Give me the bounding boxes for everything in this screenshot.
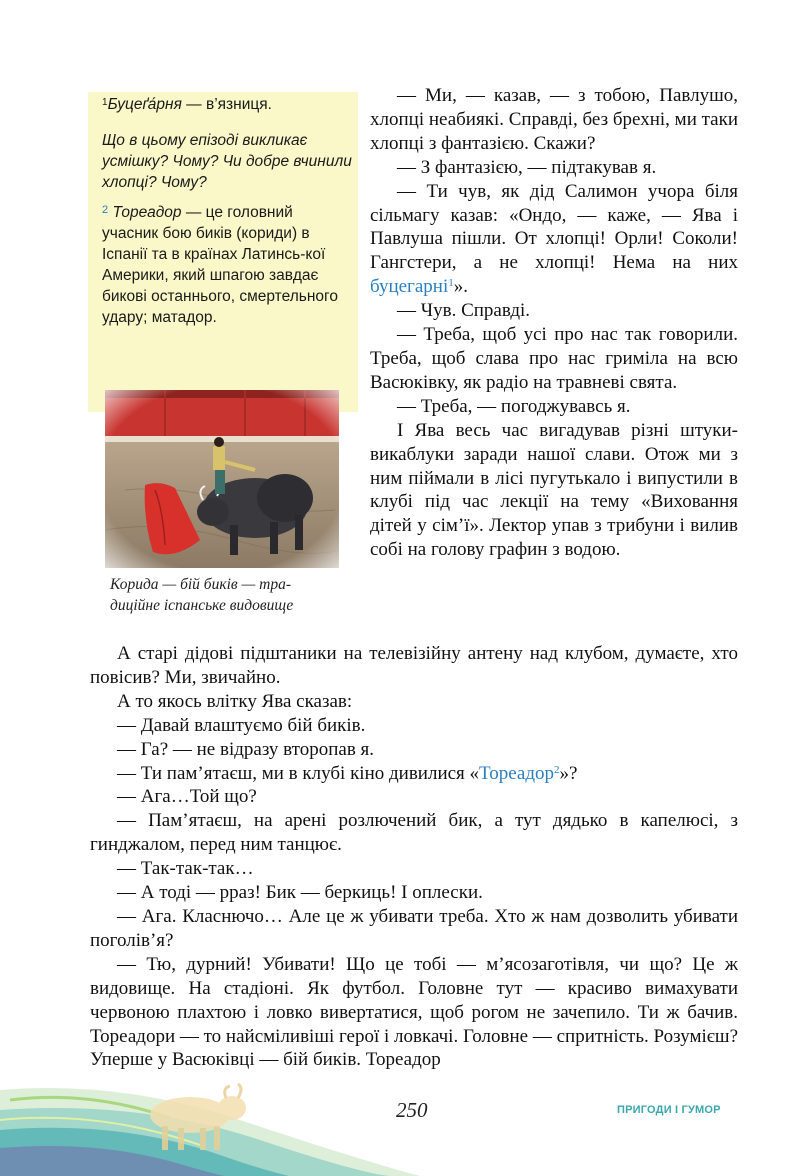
caption-line-2: диційне іспанське видовище [110,597,294,614]
page-number: 250 [396,1098,428,1122]
paragraph: — Давай влаштуємо бій биків. [117,714,366,736]
footnote-ref-2: 2 [554,763,560,776]
paragraph-text-end: »? [559,762,578,784]
photo-caption [110,574,342,616]
footnote-2 [102,202,352,328]
caption-line-1: Корида — бій биків — тра- [110,576,292,593]
paragraph: — Пам’ятаєш, на арені розлючений бик, а тут дядько в капелюсі, з гинджалом, перед ним танцює. [90,810,738,856]
paragraph-text: — Ти пам’ятаєш, ми в клубі кіно дивилися « [117,762,480,784]
paragraph: А старі дідові підштаники на телевізійну антену над клубом, думаєте, хто повісив? Ми, звичайно. [90,643,738,688]
running-title: ПРИГОДИ І ГУМОР [617,1104,721,1116]
paragraph-text: — Ти чув, як дід Салимон учора біля сільмагу казав: «Ондо, — каже, — Ява і Павлуша пішли. От хлопці! Орли! Соколи! Гангстери, а не хлопці! Нема на них [370,180,738,274]
paragraph: — Ага…Той що? [117,786,257,808]
footnote-2-definition: — це головний учасник бою биків (кориди) в Іспанії та в країнах Латинсь-кої Америки, який шпагою завдає бикові останнього, смертельного удару; матадор. [102,204,338,326]
footnote-1-definition: — в’язниця. [181,96,272,113]
paragraph-text-end: ». [453,276,468,298]
paragraph: А то якось влітку Ява сказав: [117,690,353,712]
right-text-column [370,84,738,562]
paragraph [90,762,738,786]
paragraph: — З фантазією, — підтакував я. [397,156,657,178]
paragraph: — А тоді — рраз! Бик — беркиць! І оплески. [117,882,483,904]
decorative-footer-art [0,1060,420,1176]
sidebar-notes [102,94,352,328]
paragraph: — Треба, щоб усі про нас так говорили. Треба, щоб слава про нас гриміла на всю Васюківку, як радіо на травневі свята. [370,324,738,393]
footnote-2-number: 2 [102,204,109,216]
glossary-link-toreador[interactable]: Тореадор [479,762,554,784]
footnote-1-term: Буцеґа́рня [107,96,182,113]
discussion-question: Що в цьому епізоді викликає усмішку? Чому? Чи добре вчинили хлопці? Чому? [102,132,352,191]
paragraph: — Треба, — погоджувавсь я. [397,395,631,417]
footnote-2-term: Тореадор [112,204,182,221]
paragraph: — Ага. Класнючо… Але це ж убивати треба. Хто ж нам дозволить убивати поголів’я? [90,905,738,951]
footnote-1-number: 1 [102,97,108,108]
full-width-text [90,642,738,1072]
paragraph: — Ми, — казав, — з тобою, Павлушо, хлопці неабиякі. Справді, без брехні, ми таки хлопці з фантазією. Скажи? [370,85,738,154]
footnote-1 [102,94,352,115]
footnote-ref-1: 1 [448,277,454,290]
paragraph: — Чув. Справді. [397,300,531,322]
paragraph: — Га? — не відразу второпав я. [117,738,375,760]
glossary-link-butsegarnia[interactable]: буцегарні [370,276,449,298]
paragraph: — Так-так-так… [117,858,254,880]
paragraph: — Тю, дурний! Убивати! Що це тобі — м’ясозаготівля, чи що? Це ж видовище. На стадіоні. Як футбол. Головне тут — красиво вимахувати червоною плахтою і ловко вивертатися, щоб рогом не зачепило. Ти ж бачив. Тореадори — то найсміливіші герої і ловкачі. Головне — спритність. Розумієш? Уперше у Васюківці — бій биків. Тореадор [90,953,738,1071]
bullfight-photo [105,390,339,568]
paragraph: І Ява весь час вигадував різні штуки-викаблуки заради нашої слави. Отож ми з ним піймали в лісі пугутькало і випустили в клубі під час лекції на тему «Виховання дітей у сім’ї». Лектор упав з трибуни і вилив собі на голову графин з водою. [370,419,738,561]
paragraph [370,180,738,300]
